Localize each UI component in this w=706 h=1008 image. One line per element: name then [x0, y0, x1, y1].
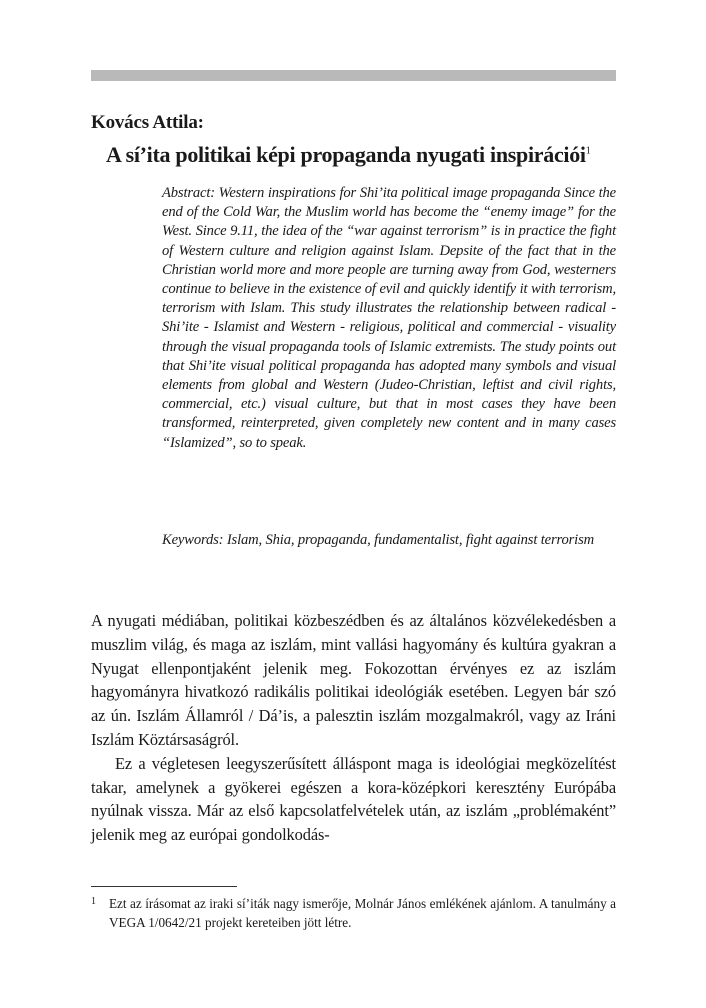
paragraph: Ez a végletesen leegyszerűsített álláspont maga is ideológiai megközelítést takar, amelynek a gyökerei egészen a kora-középkori keresztény Európába nyúlnak vissza. Már az első kapcsolatfelvételek után, az iszlám „problémaként” jelenik meg az európai gondolkodás-: [91, 753, 616, 845]
header-rule: [91, 70, 616, 81]
abstract: Abstract: Western inspirations for Shi’ita political image propaganda Since the end of the Cold War, the Muslim world has become the “enemy image” for the West. Since 9.11, the idea of the “war against terrorism” is in practice the fight of Western culture and religion against Islam. Depsite of the fact that in the Christian world more and more people are turning away from God, westerners continue to believe in the existence of evil and quickly identify it with terrorism, terrorism with Islam. This study illustrates the relationship between radical - Shi’ite - Islamist and Western - religious, political and commercial - visuality through the visual propaganda tools of Islamic extremists. The study points out that Shi’ite visual political propaganda has adopted many symbols and visual elements from global and Western (Judeo-Christian, leftist and civil rights, commercial, etc.) visual culture, but that in most cases they have been transformed, reinterpreted, given completely new content and in many cases “Islamized”, so to speak.: [162, 185, 616, 451]
keywords: Keywords: Islam, Shia, propaganda, fundamentalist, fight against terrorism: [162, 532, 594, 548]
footnote-mark: 1: [91, 896, 96, 907]
author-name: Kovács Attila:: [91, 112, 204, 133]
footnote: [91, 894, 616, 932]
footnote-rule: [91, 886, 237, 887]
title-footnote-mark: 1: [585, 145, 591, 157]
article-title: [106, 142, 590, 168]
footnote-text: Ezt az írásomat az iraki sí’iták nagy ismerője, Molnár János emlékének ajánlom. A tanulmány a VEGA 1/0642/21 projekt kereteiben jött létre.: [109, 896, 616, 930]
body-text: [91, 609, 616, 847]
paragraph: A nyugati médiában, politikai közbeszédben és az általános közvélekedésben a muszlim világ, és maga az iszlám, mint vallási hagyomány és kultúra gyakran a Nyugat ellenpontjaként jelenik meg. Fokozottan érvényes ez az iszlám hagyományra hivatkozó radikális politikai ideológiák esetében. Legyen bár szó az ún. Iszlám Államról / Dá’is, a palesztin iszlám mozgalmakról, vagy az Iráni Iszlám Köztársaságról.: [91, 611, 616, 749]
article-title-text: A sí’ita politikai képi propaganda nyugati inspirációi: [106, 142, 586, 167]
